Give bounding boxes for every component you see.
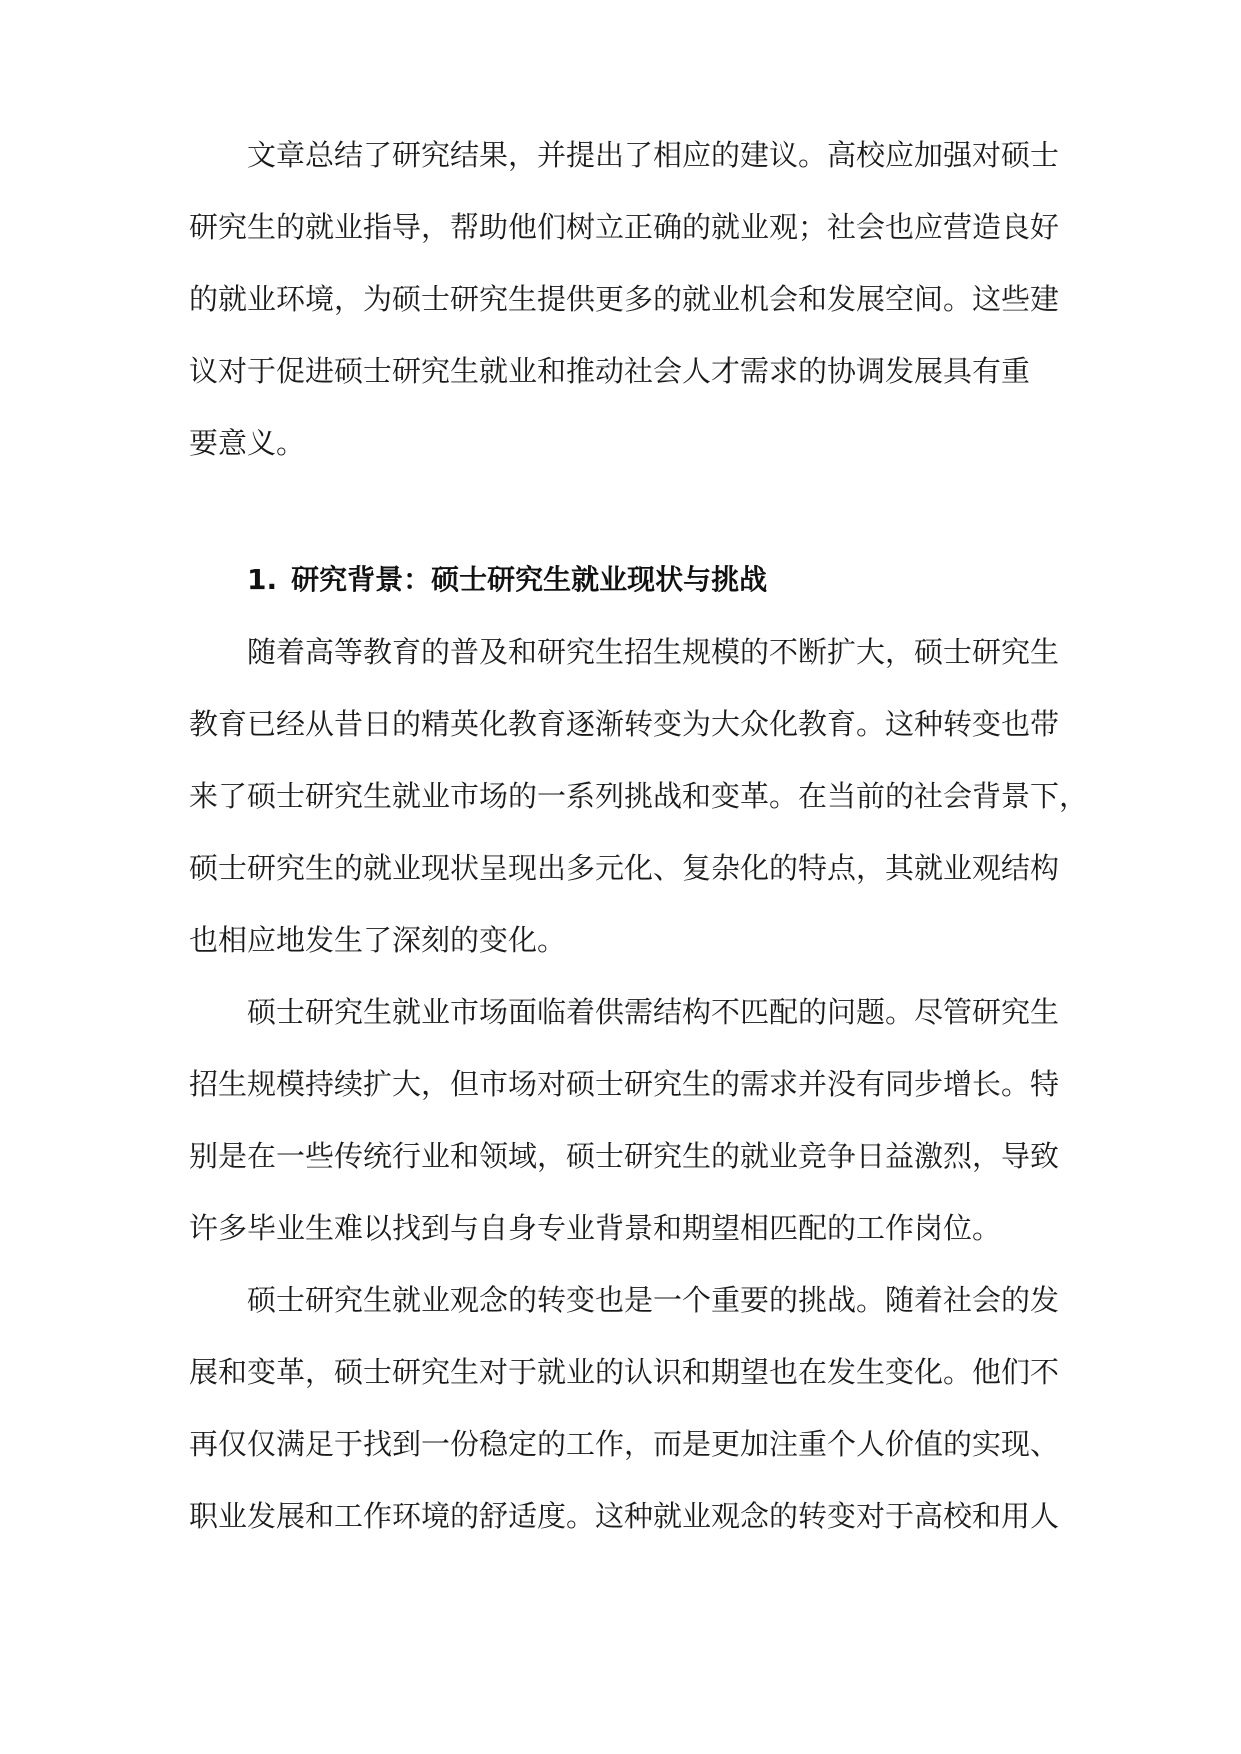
body-paragraph-1	[189, 616, 1089, 976]
paragraph-line: 招生规模持续扩大，但市场对硕士研究生的需求并没有同步增长。特	[189, 1067, 1060, 1101]
paragraph-line: 的就业环境，为硕士研究生提供更多的就业机会和发展空间。这些建	[189, 282, 1060, 316]
body-paragraph-3	[189, 1264, 1059, 1552]
section-number: 1.	[247, 563, 278, 596]
paragraph-line: 来了硕士研究生就业市场的一系列挑战和变革。在当前的社会背景下，	[189, 779, 1089, 813]
section-heading	[247, 544, 767, 616]
paragraph-line: 许多毕业生难以找到与自身专业背景和期望相匹配的工作岗位。	[189, 1211, 1002, 1245]
paragraph-line: 文章总结了研究结果，并提出了相应的建议。高校应加强对硕士	[247, 138, 1060, 172]
paragraph-line: 要意义。	[189, 426, 306, 460]
body-paragraph-2	[189, 976, 1059, 1264]
paragraph-line: 职业发展和工作环境的舒适度。这种就业观念的转变对于高校和用人	[189, 1499, 1060, 1533]
paragraph-line: 再仅仅满足于找到一份稳定的工作，而是更加注重个人价值的实现、	[189, 1427, 1060, 1461]
paragraph-line: 随着高等教育的普及和研究生招生规模的不断扩大，硕士研究生	[247, 635, 1060, 669]
paragraph-line: 教育已经从昔日的精英化教育逐渐转变为大众化教育。这种转变也带	[189, 707, 1060, 741]
paragraph-line: 硕士研究生就业市场面临着供需结构不匹配的问题。尽管研究生	[247, 995, 1060, 1029]
paragraph-line: 展和变革，硕士研究生对于就业的认识和期望也在发生变化。他们不	[189, 1355, 1060, 1389]
section-title: 研究背景：硕士研究生就业现状与挑战	[291, 563, 768, 596]
paragraph-line: 也相应地发生了深刻的变化。	[189, 923, 567, 957]
paragraph-line: 硕士研究生的就业现状呈现出多元化、复杂化的特点，其就业观结构	[189, 851, 1060, 885]
intro-paragraph	[189, 119, 1059, 479]
paragraph-line: 研究生的就业指导，帮助他们树立正确的就业观；社会也应营造良好	[189, 210, 1060, 244]
paragraph-line: 议对于促进硕士研究生就业和推动社会人才需求的协调发展具有重	[189, 354, 1031, 388]
paragraph-line: 别是在一些传统行业和领域，硕士研究生的就业竞争日益激烈，导致	[189, 1139, 1060, 1173]
paragraph-line: 硕士研究生就业观念的转变也是一个重要的挑战。随着社会的发	[247, 1283, 1060, 1317]
